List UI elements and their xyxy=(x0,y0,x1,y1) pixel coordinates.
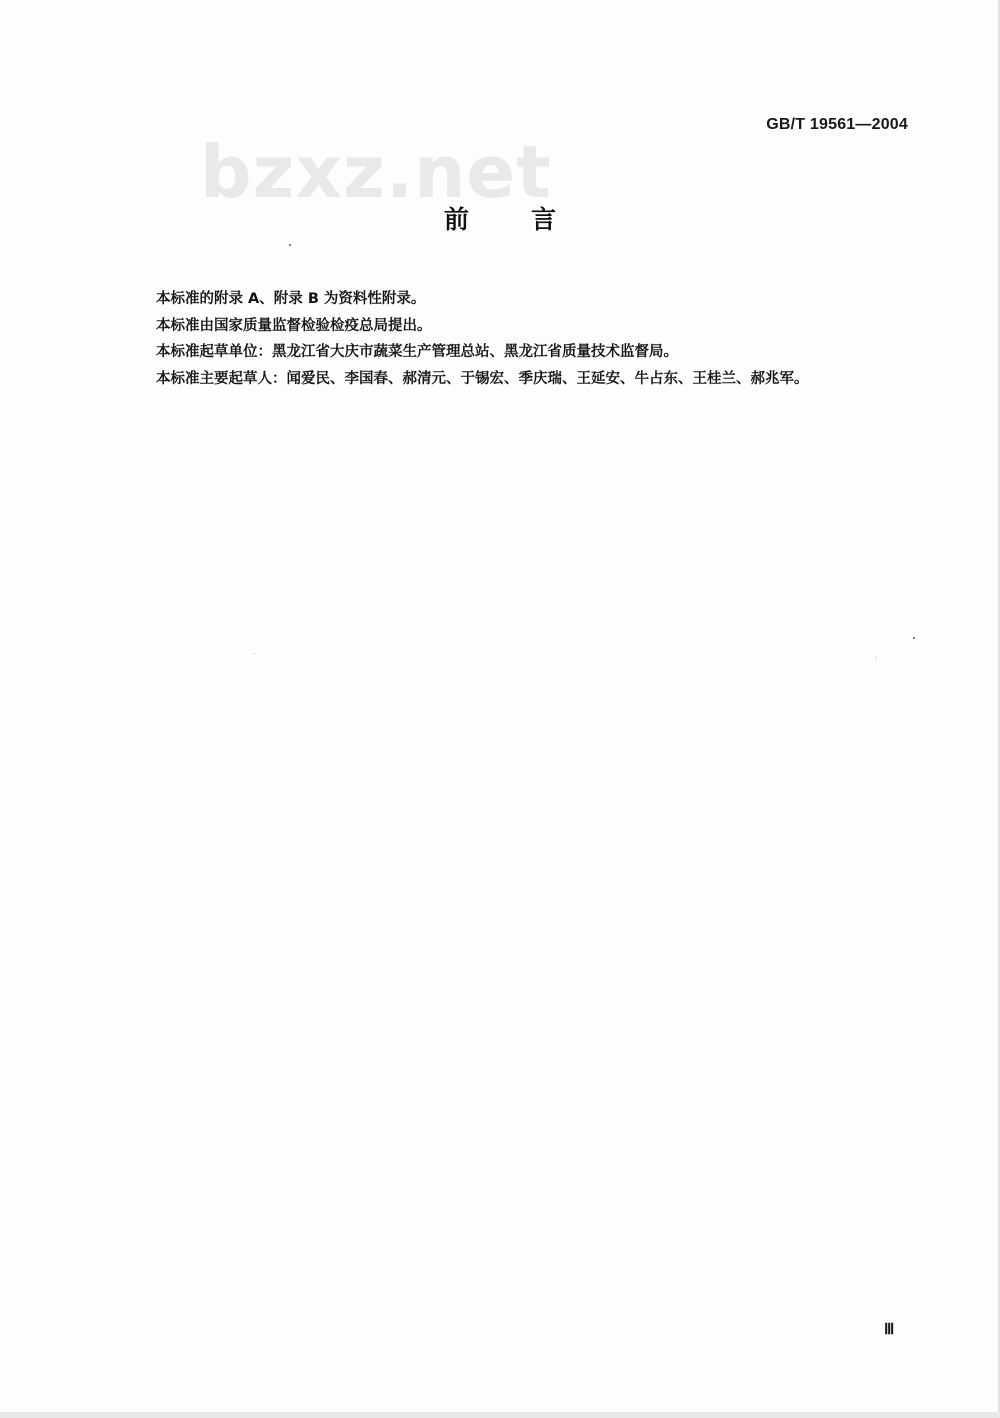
body-line-proposer: 本标准由国家质量监督检验检疫总局提出。 xyxy=(156,317,432,334)
body-line-drafting-units: 本标准起草单位：黑龙江省大庆市蔬菜生产管理总站、黑龙江省质量技术监督局。 xyxy=(156,344,678,360)
page-edge-bottom xyxy=(0,1412,1000,1418)
body-line-drafters: 本标准主要起草人：闻爱民、李国春、郝清元、于锡宏、季庆瑞、王延安、牛占东、王桂兰、郝兆军。 xyxy=(156,370,809,387)
page-number: Ⅲ xyxy=(884,1322,895,1338)
body-line-appendix: 本标准的附录 A、附录 B 为资料性附录。 xyxy=(156,291,426,307)
scan-speck xyxy=(913,637,915,639)
standard-number: GB/T 19561—2004 xyxy=(766,116,908,133)
scan-speck xyxy=(876,657,877,658)
preface-body xyxy=(156,286,936,392)
scan-speck xyxy=(254,653,255,654)
page-title: 前言 xyxy=(443,205,618,234)
watermark: bzxz.net xyxy=(200,130,552,214)
scan-speck xyxy=(289,244,291,246)
